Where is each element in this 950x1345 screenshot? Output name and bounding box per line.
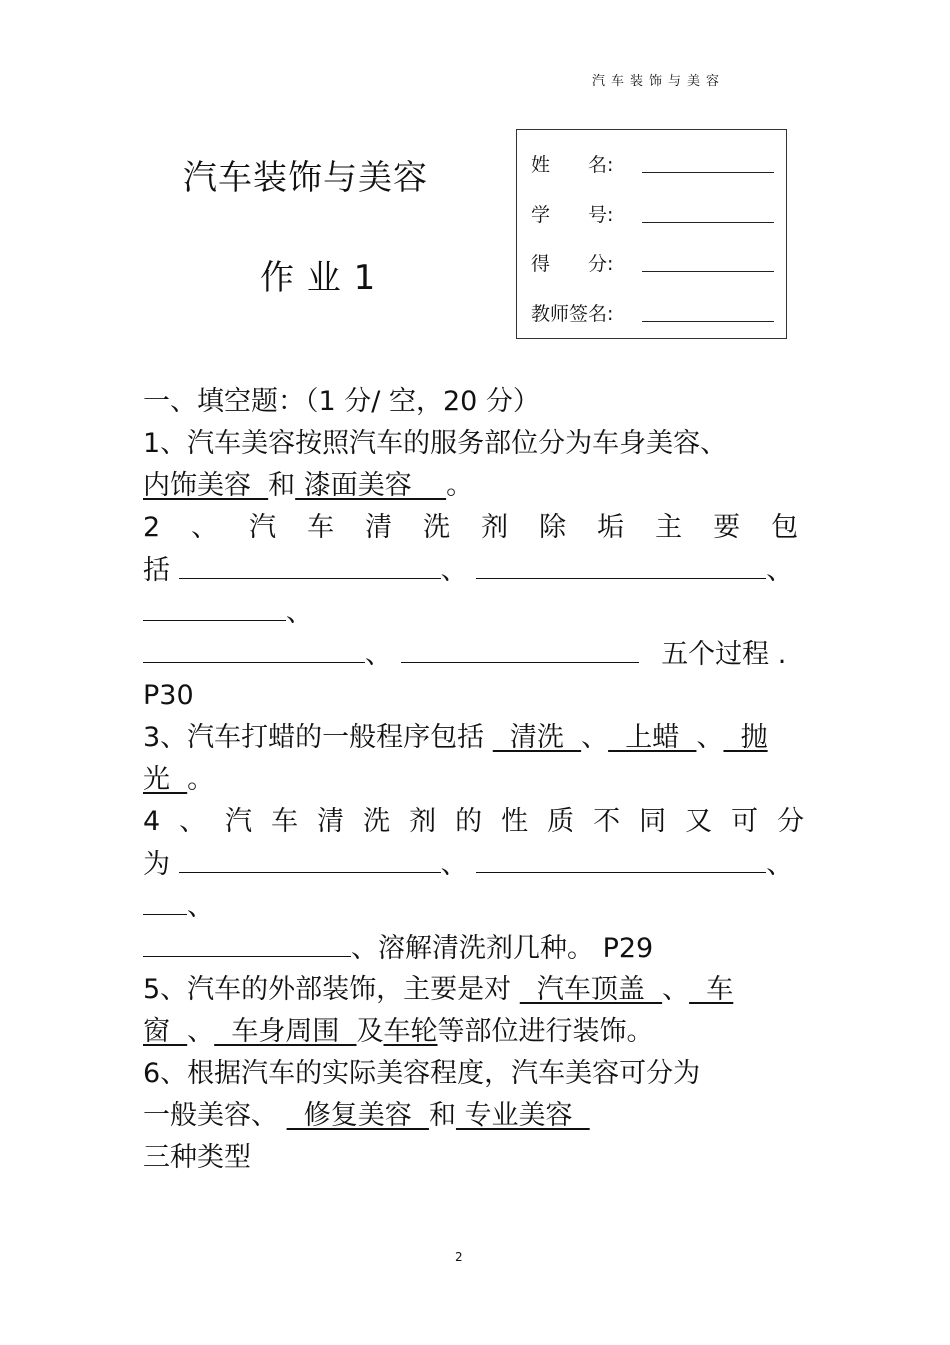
q6-text: 一般美容、 [143,1100,287,1131]
q5-answer-2a: 车 [689,974,734,1005]
q2-line-2 [143,550,793,590]
q4-sep-1: 、 [440,849,468,880]
q2-text-end: 五个过程 . [661,639,787,670]
q2-sep-3: 、 [286,597,313,628]
q5-answer-2b: 窗 [143,1016,188,1047]
student-info-box [516,129,787,339]
q1-text-and: 和 [268,470,296,501]
assignment-title: 作 业 1 [260,258,377,298]
q4-blank-1[interactable] [179,844,441,873]
q4-text-end: 、溶解清洗剂几种。 P29 [351,933,654,964]
running-header: 汽车装饰与美容 [592,74,726,89]
q4-blank-3[interactable] [143,886,187,915]
q6-line-1: 6、根据汽车的实际美容程度，汽车美容可分为 [143,1058,701,1089]
q6-line-3: 三种类型 [143,1142,251,1173]
q3-answer-1: 清洗 [492,722,582,753]
q2-line-3 [143,592,313,632]
q4-blank-4[interactable] [143,928,351,957]
student-id-label: 学 号: [531,204,614,226]
q2-text: 括 [143,555,170,586]
q2-blank-5[interactable] [401,634,639,663]
q4-line-3 [143,886,214,926]
q2-sep-4: 、 [365,639,392,670]
q3-answer-3a: 抛 [723,722,768,753]
name-label: 姓 名: [531,154,614,176]
q5-text-end: 等部位进行装饰。 [437,1016,654,1047]
section-heading: 一、填空题：（1 分/ 空，20 分） [143,386,540,417]
q2-line-4 [143,634,786,674]
q3-line-1 [143,718,768,758]
q4-text: 为 [143,849,170,880]
score-label: 得 分: [531,253,614,275]
page-number: 2 [455,1250,463,1264]
q6-answer-1: 修复美容 [286,1100,429,1131]
q4-blank-2[interactable] [476,844,766,873]
q1-line-2 [143,466,473,506]
q1-text-end: 。 [446,470,474,501]
name-field[interactable] [642,172,774,173]
q3-answer-2: 上蜡 [608,722,697,753]
q1-answer-1: 内饰美容 [143,470,269,501]
q2-blank-3[interactable] [143,592,286,621]
q3-sep-2: 、 [696,722,724,753]
q3-text: 3、汽车打蜡的一般程序包括 [143,722,493,753]
q2-blank-4[interactable] [143,634,365,663]
q4-line-2 [143,844,793,884]
q5-answer-1: 汽车顶盖 [519,974,663,1005]
q2-page-ref: P30 [143,680,194,711]
document-title: 汽车装饰与美容 [183,158,428,198]
q4-line-4 [143,928,653,968]
q6-text-and: 和 [428,1100,456,1131]
q1-line-1: 1、汽车美容按照汽车的服务部位分为车身美容、 [143,428,728,459]
q5-line-1 [143,970,733,1010]
q4-sep-2: 、 [766,849,794,880]
q3-sep-1: 、 [581,722,609,753]
q6-answer-2: 专业美容 [455,1100,590,1131]
q5-text-and: 及 [356,1016,384,1047]
q2-sep-1: 、 [440,555,468,586]
q2-blank-1[interactable] [179,550,441,579]
q5-answer-4: 车轮 [383,1016,438,1047]
q3-line-2 [143,760,214,800]
q2-blank-2[interactable] [476,550,766,579]
q5-text: 5、汽车的外部装饰，主要是对 [143,974,520,1005]
q3-answer-3b: 光 [143,764,188,795]
teacher-signature-field[interactable] [642,321,774,322]
score-field[interactable] [642,271,774,272]
q4-sep-3: 、 [187,891,214,922]
q1-answer-2: 漆面美容 [295,470,447,501]
q2-line-1: 2、汽车清洗剂除垢主要包 [143,512,830,543]
q6-line-2 [143,1096,590,1136]
q5-sep-2: 、 [187,1016,215,1047]
teacher-signature-label: 教师签名: [531,303,614,325]
student-id-field[interactable] [642,222,774,223]
q4-line-1: 4、汽车清洗剂的性质不同又可分 [143,806,824,837]
q5-line-2 [143,1012,654,1052]
q2-sep-2: 、 [766,555,794,586]
q3-text-end: 。 [187,764,215,795]
q5-sep-1: 、 [662,974,690,1005]
q5-answer-3: 车身周围 [214,1016,357,1047]
